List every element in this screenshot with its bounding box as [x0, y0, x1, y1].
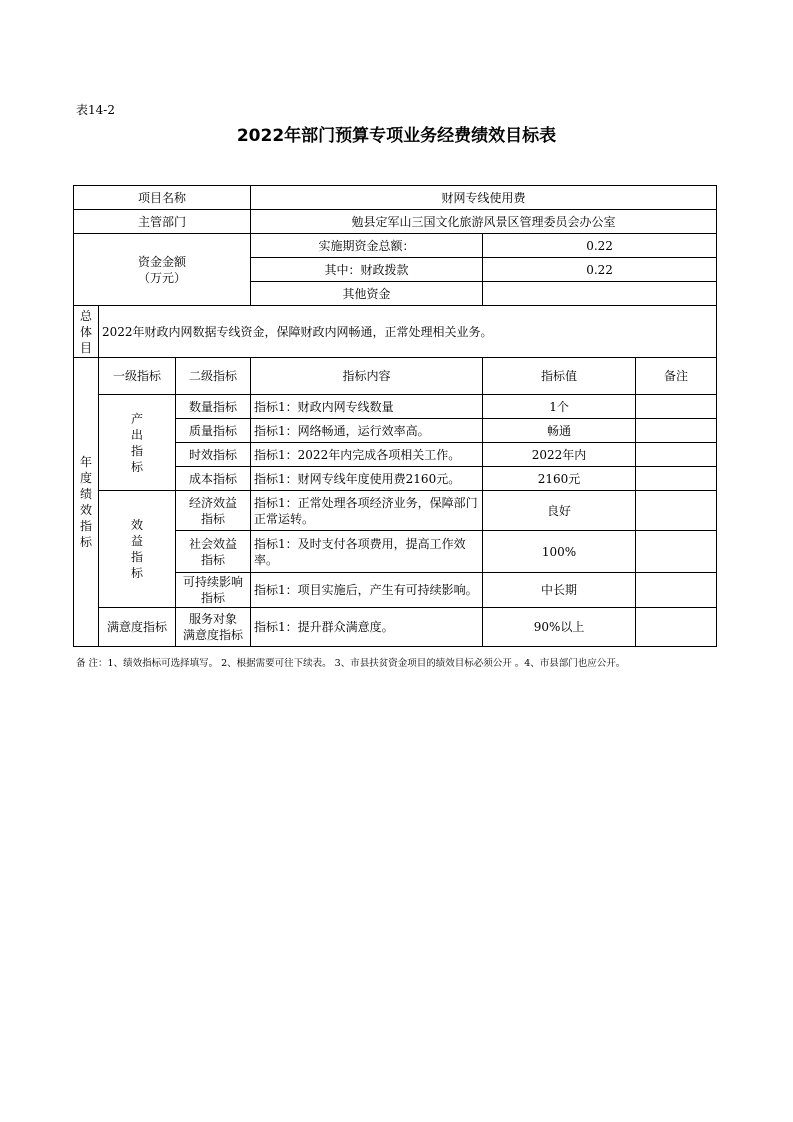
footnote: 备 注：1、绩效指标可选择填写。 2、根据需要可往下续表。 3、市县扶贫资金项目的绩效目标必须公开 。4、市县部门也应公开。	[76, 658, 626, 669]
level2-text: 指标	[201, 552, 226, 567]
overall-goal-row	[74, 306, 717, 358]
annual-label-char: 指	[79, 519, 92, 533]
funds-finance-value: 0.22	[483, 258, 717, 282]
content-cell: 指标1：财网专线年度使用费2160元。	[251, 467, 483, 491]
level2-text: 可持续影响	[183, 575, 244, 589]
level2-cell	[176, 491, 251, 531]
funds-total-row	[74, 234, 717, 258]
remark-cell	[636, 467, 717, 491]
overall-label-char: 目	[79, 340, 92, 355]
department-row	[74, 210, 717, 234]
benefit-label-char: 指	[130, 550, 143, 564]
annual-label-char: 度	[79, 471, 92, 485]
remark-cell	[636, 573, 717, 608]
funds-total-label: 实施期资金总额：	[251, 234, 483, 258]
table-row	[74, 608, 717, 647]
content-cell: 指标1：财政内网专线数量	[251, 395, 483, 419]
output-label-char: 标	[130, 459, 143, 474]
overall-goal-label	[74, 306, 99, 358]
content-cell: 指标1：及时支付各项费用，提高工作效率。	[251, 531, 483, 573]
remark-cell	[636, 531, 717, 573]
project-name-value: 财网专线使用费	[251, 186, 717, 210]
output-label-char: 出	[130, 427, 143, 442]
benefit-label	[99, 491, 176, 608]
value-cell: 2022年内	[483, 443, 636, 467]
project-name-row	[74, 186, 717, 210]
level2-cell: 数量指标	[176, 395, 251, 419]
output-label-char: 产	[130, 411, 143, 426]
level2-cell: 时效指标	[176, 443, 251, 467]
value-cell: 90%以上	[483, 608, 636, 647]
annual-label-char: 标	[79, 535, 92, 549]
remark-cell	[636, 491, 717, 531]
remark-cell	[636, 395, 717, 419]
funds-other-value	[483, 282, 717, 306]
remark-cell	[636, 419, 717, 443]
funds-total-value: 0.22	[483, 234, 717, 258]
annual-label-char: 效	[79, 503, 92, 517]
level2-text: 指标	[201, 511, 226, 526]
benefit-label-char: 益	[130, 534, 143, 548]
level2-text: 服务对象	[189, 612, 238, 626]
output-label	[99, 395, 176, 491]
page-title: 2022年部门预算专项业务经费绩效目标表	[236, 126, 557, 146]
table-number: 表14-2	[76, 103, 115, 117]
level2-text: 社会效益	[189, 536, 238, 551]
overall-label-char: 体	[79, 324, 92, 339]
project-name-label: 项目名称	[74, 186, 251, 210]
level2-cell	[176, 608, 251, 647]
value-cell: 100%	[483, 531, 636, 573]
output-label-char: 指	[130, 443, 143, 458]
annual-label-char: 年	[79, 455, 92, 469]
level2-text: 满意度指标	[183, 628, 244, 642]
level2-cell: 质量指标	[176, 419, 251, 443]
department-label: 主管部门	[74, 210, 251, 234]
funds-finance-label: 其中：财政拨款	[251, 258, 483, 282]
value-cell: 1个	[483, 395, 636, 419]
funds-label	[74, 234, 251, 306]
overall-goal-text: 2022年财政内网数据专线资金，保障财政内网畅通，正常处理相关业务。	[99, 306, 717, 358]
header-value: 指标值	[483, 358, 636, 395]
content-cell: 指标1：提升群众满意度。	[251, 608, 483, 647]
level2-cell	[176, 573, 251, 608]
benefit-label-char: 标	[130, 566, 143, 580]
indicator-header-row	[74, 358, 717, 395]
department-value: 勉县定军山三国文化旅游风景区管理委员会办公室	[251, 210, 717, 234]
header-content: 指标内容	[251, 358, 483, 395]
overall-label-char: 总	[79, 308, 92, 323]
content-cell: 指标1：网络畅通，运行效率高。	[251, 419, 483, 443]
annual-label-char: 绩	[79, 487, 92, 501]
value-cell: 中长期	[483, 573, 636, 608]
funds-other-label: 其他资金	[251, 282, 483, 306]
header-remark: 备注	[636, 358, 717, 395]
remark-cell	[636, 443, 717, 467]
level2-cell	[176, 531, 251, 573]
header-level2: 二级指标	[176, 358, 251, 395]
content-cell: 指标1：正常处理各项经济业务，保障部门正常运转。	[251, 491, 483, 531]
funds-label-text: 资金金额	[138, 254, 187, 269]
level2-text: 经济效益	[189, 495, 238, 510]
benefit-label-char: 效	[130, 518, 143, 532]
header-level1: 一级指标	[99, 358, 176, 395]
content-cell: 指标1：项目实施后，产生有可持续影响。	[251, 573, 483, 608]
level2-text: 指标	[201, 591, 226, 605]
value-cell: 畅通	[483, 419, 636, 443]
value-cell: 良好	[483, 491, 636, 531]
table-row	[74, 491, 717, 531]
funds-label-unit: （万元）	[138, 270, 187, 285]
annual-label	[74, 358, 99, 647]
table-row	[74, 395, 717, 419]
performance-table	[73, 185, 717, 647]
level2-cell: 成本指标	[176, 467, 251, 491]
satisfaction-label: 满意度指标	[99, 608, 176, 647]
content-cell: 指标1：2022年内完成各项相关工作。	[251, 443, 483, 467]
remark-cell	[636, 608, 717, 647]
value-cell: 2160元	[483, 467, 636, 491]
